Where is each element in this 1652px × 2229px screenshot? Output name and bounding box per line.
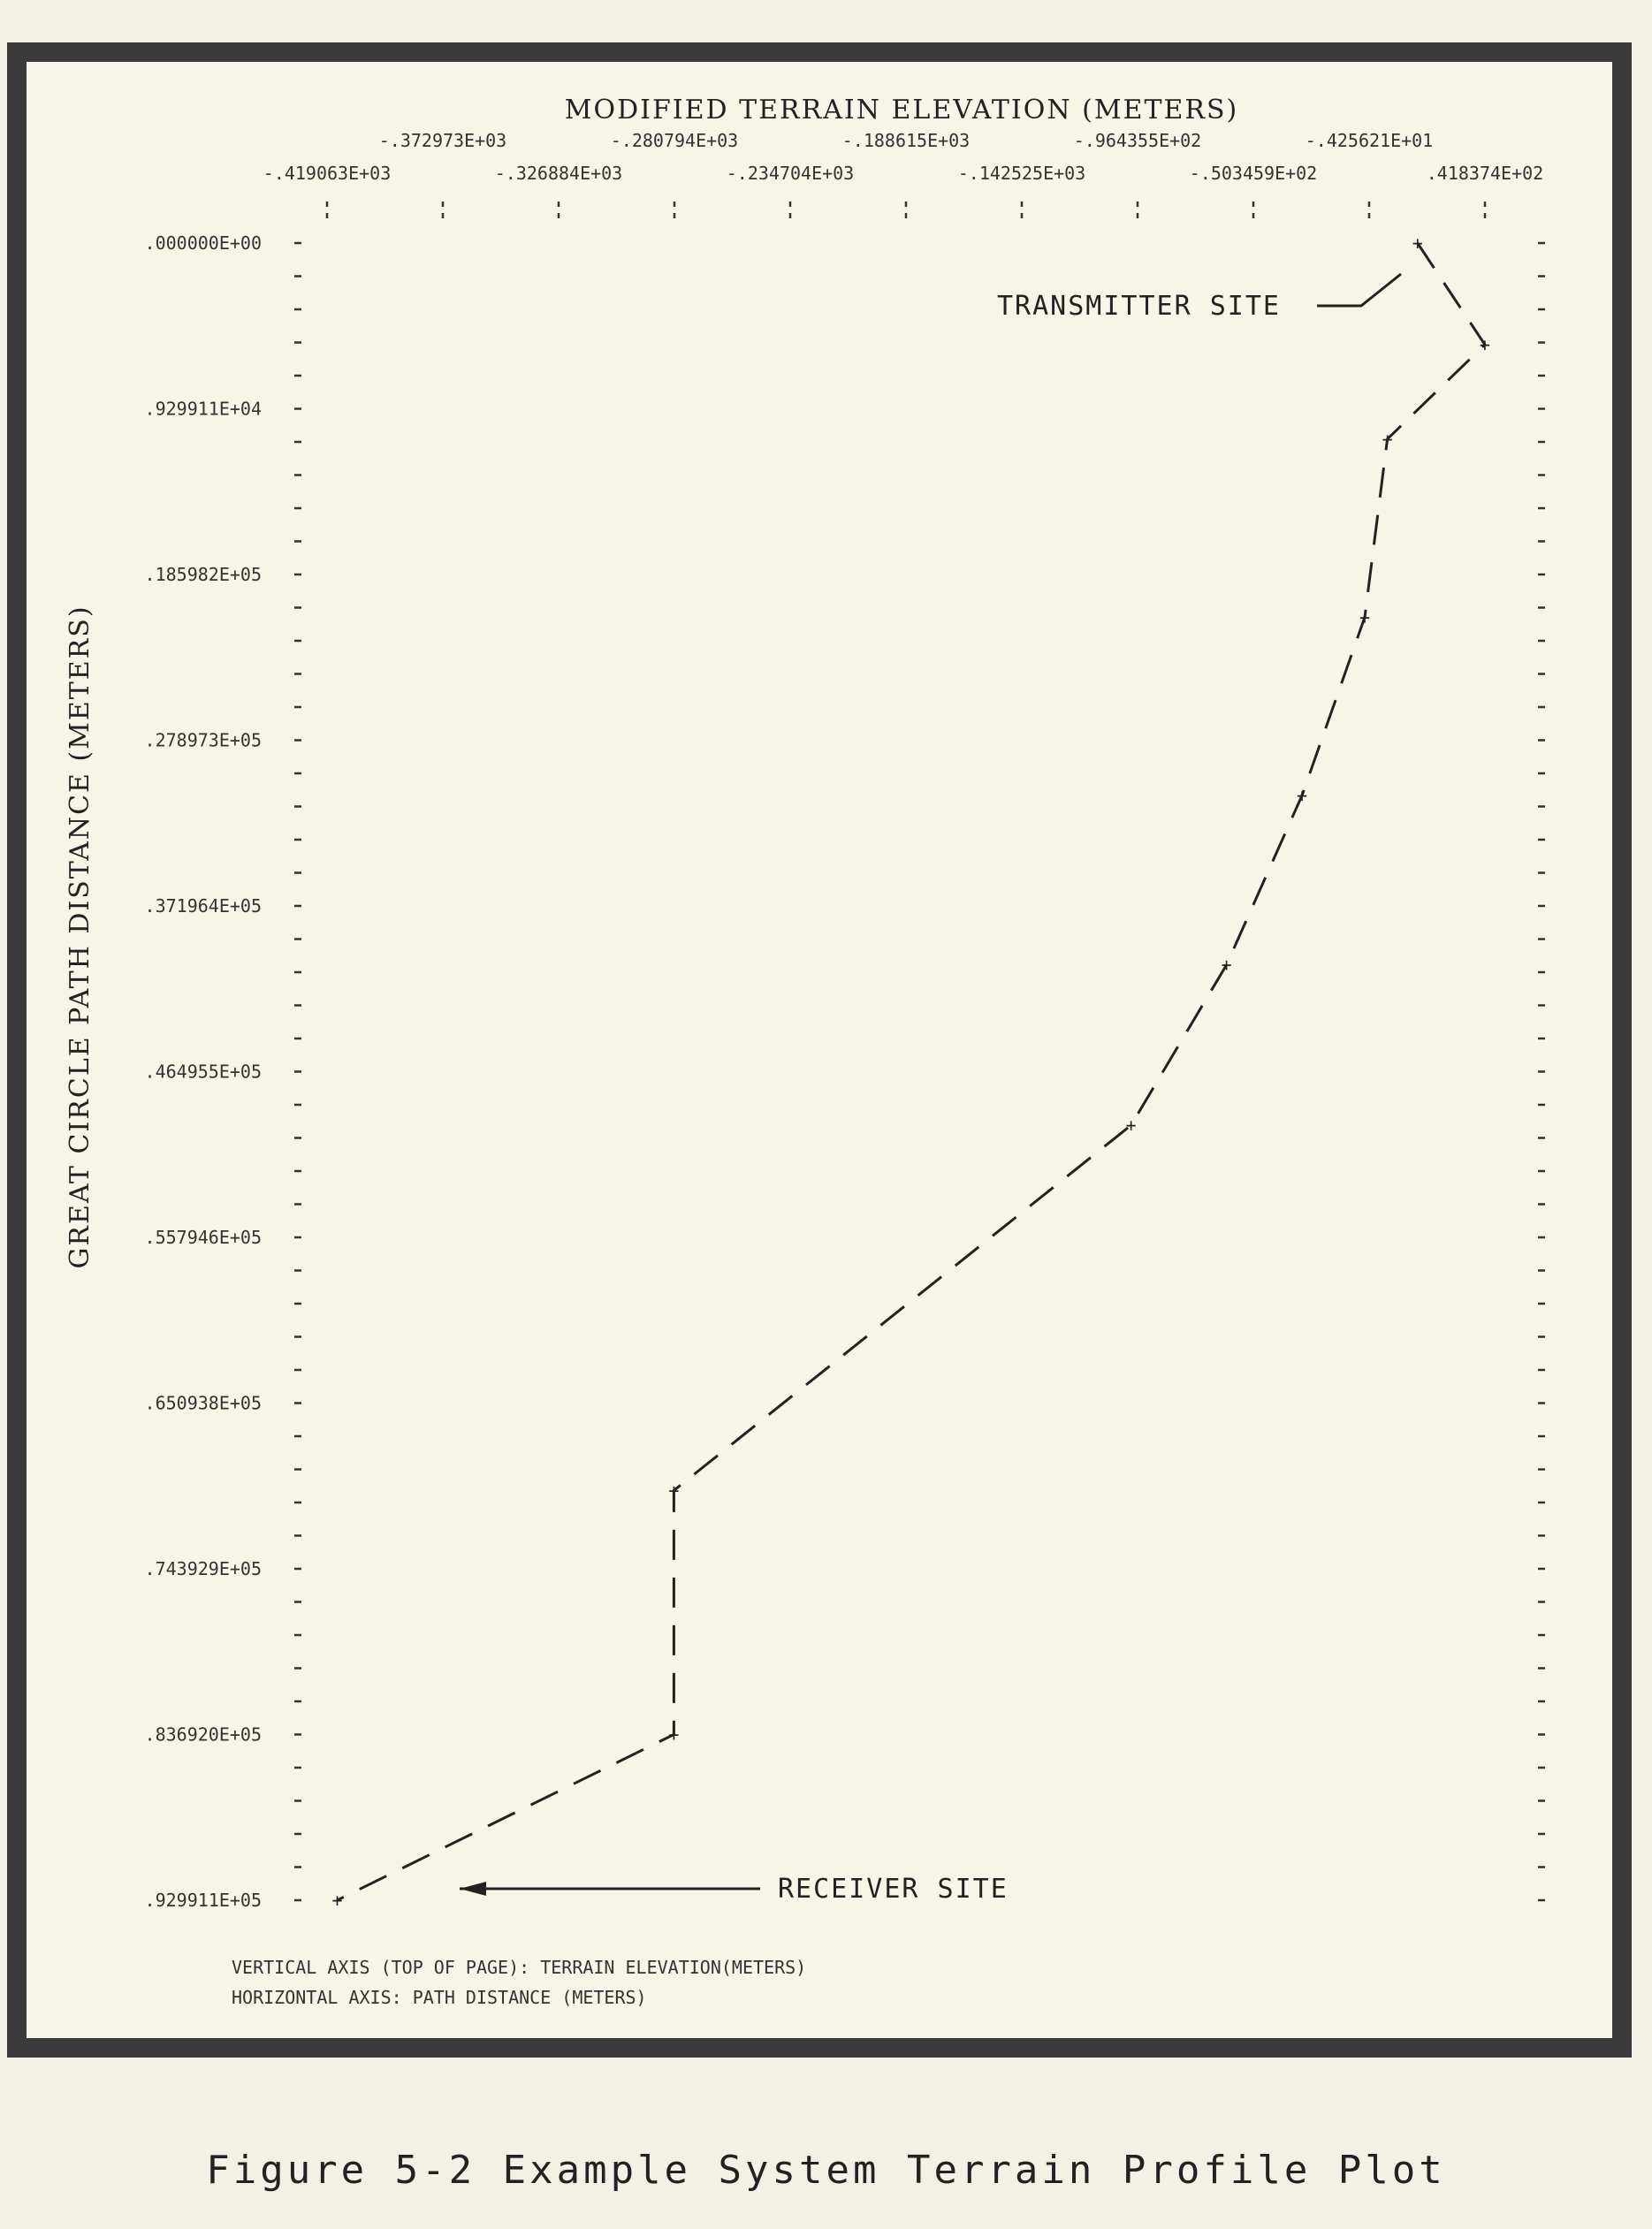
vertical-axis-note: VERTICAL AXIS (TOP OF PAGE): TERRAIN ELEVATION(METERS)	[232, 1957, 807, 1978]
y-tick-label: .185982E+05	[144, 563, 262, 585]
right-axis-ticks	[1538, 243, 1545, 1900]
figure-caption: Figure 5-2 Example System Terrain Profile Plot	[206, 2148, 1446, 2193]
y-tick-label: .743929E+05	[144, 1558, 262, 1580]
profile-point: +	[331, 1889, 343, 1911]
terrain-profile-series	[332, 232, 1490, 1911]
profile-point: +	[1221, 954, 1232, 976]
x-axis-ticks	[263, 130, 1543, 218]
x-tick-label-lower: .418374E+02	[1426, 163, 1544, 184]
x-axis-title: MODIFIED TERRAIN ELEVATION (METERS)	[564, 95, 1239, 126]
receiver-site-label: RECEIVER SITE	[778, 1874, 1009, 1905]
transmitter-site-pointer	[1317, 274, 1401, 306]
y-tick-label: .650938E+05	[144, 1392, 262, 1414]
y-axis-ticks	[145, 232, 301, 1911]
transmitter-site-label: TRANSMITTER SITE	[997, 291, 1281, 322]
profile-point: +	[668, 1480, 680, 1502]
y-tick-label: .836920E+05	[144, 1723, 262, 1746]
profile-point: +	[1479, 333, 1490, 355]
y-tick-label: .278973E+05	[144, 729, 262, 751]
y-tick-label: .929911E+05	[144, 1890, 262, 1911]
y-axis-title: GREAT CIRCLE PATH DISTANCE (METERS)	[65, 605, 95, 1269]
x-tick-label-lower: -.326884E+03	[494, 163, 623, 184]
profile-point: +	[1382, 428, 1393, 450]
x-tick-label-upper: -.188615E+03	[841, 130, 971, 151]
profile-point: +	[1125, 1114, 1137, 1137]
terrain-profile-line	[338, 243, 1485, 1900]
x-tick-label-upper: -.964355E+02	[1073, 130, 1202, 151]
x-tick-label-lower: -.142525E+03	[957, 163, 1086, 184]
y-tick-label: .371964E+05	[144, 894, 262, 917]
y-tick-label: .557946E+05	[144, 1226, 262, 1248]
x-tick-label-upper: -.280794E+03	[610, 130, 739, 151]
receiver-arrowhead	[460, 1882, 486, 1896]
profile-point: +	[1412, 232, 1423, 254]
x-tick-label-upper: -.372973E+03	[378, 130, 507, 151]
profile-point: +	[1296, 785, 1308, 807]
x-tick-label-lower: -.503459E+02	[1189, 163, 1318, 184]
y-tick-label: .464955E+05	[144, 1061, 262, 1083]
profile-point: +	[668, 1723, 680, 1746]
x-tick-label-lower: -.234704E+03	[726, 163, 855, 184]
horizontal-axis-note: HORIZONTAL AXIS: PATH DISTANCE (METERS)	[232, 1987, 647, 2008]
x-tick-label-lower: -.419063E+03	[263, 163, 392, 184]
profile-point: +	[1359, 606, 1371, 628]
y-tick-label: .929911E+04	[144, 398, 262, 420]
x-tick-label-upper: -.425621E+01	[1305, 130, 1434, 151]
y-tick-label: .000000E+00	[144, 232, 262, 254]
